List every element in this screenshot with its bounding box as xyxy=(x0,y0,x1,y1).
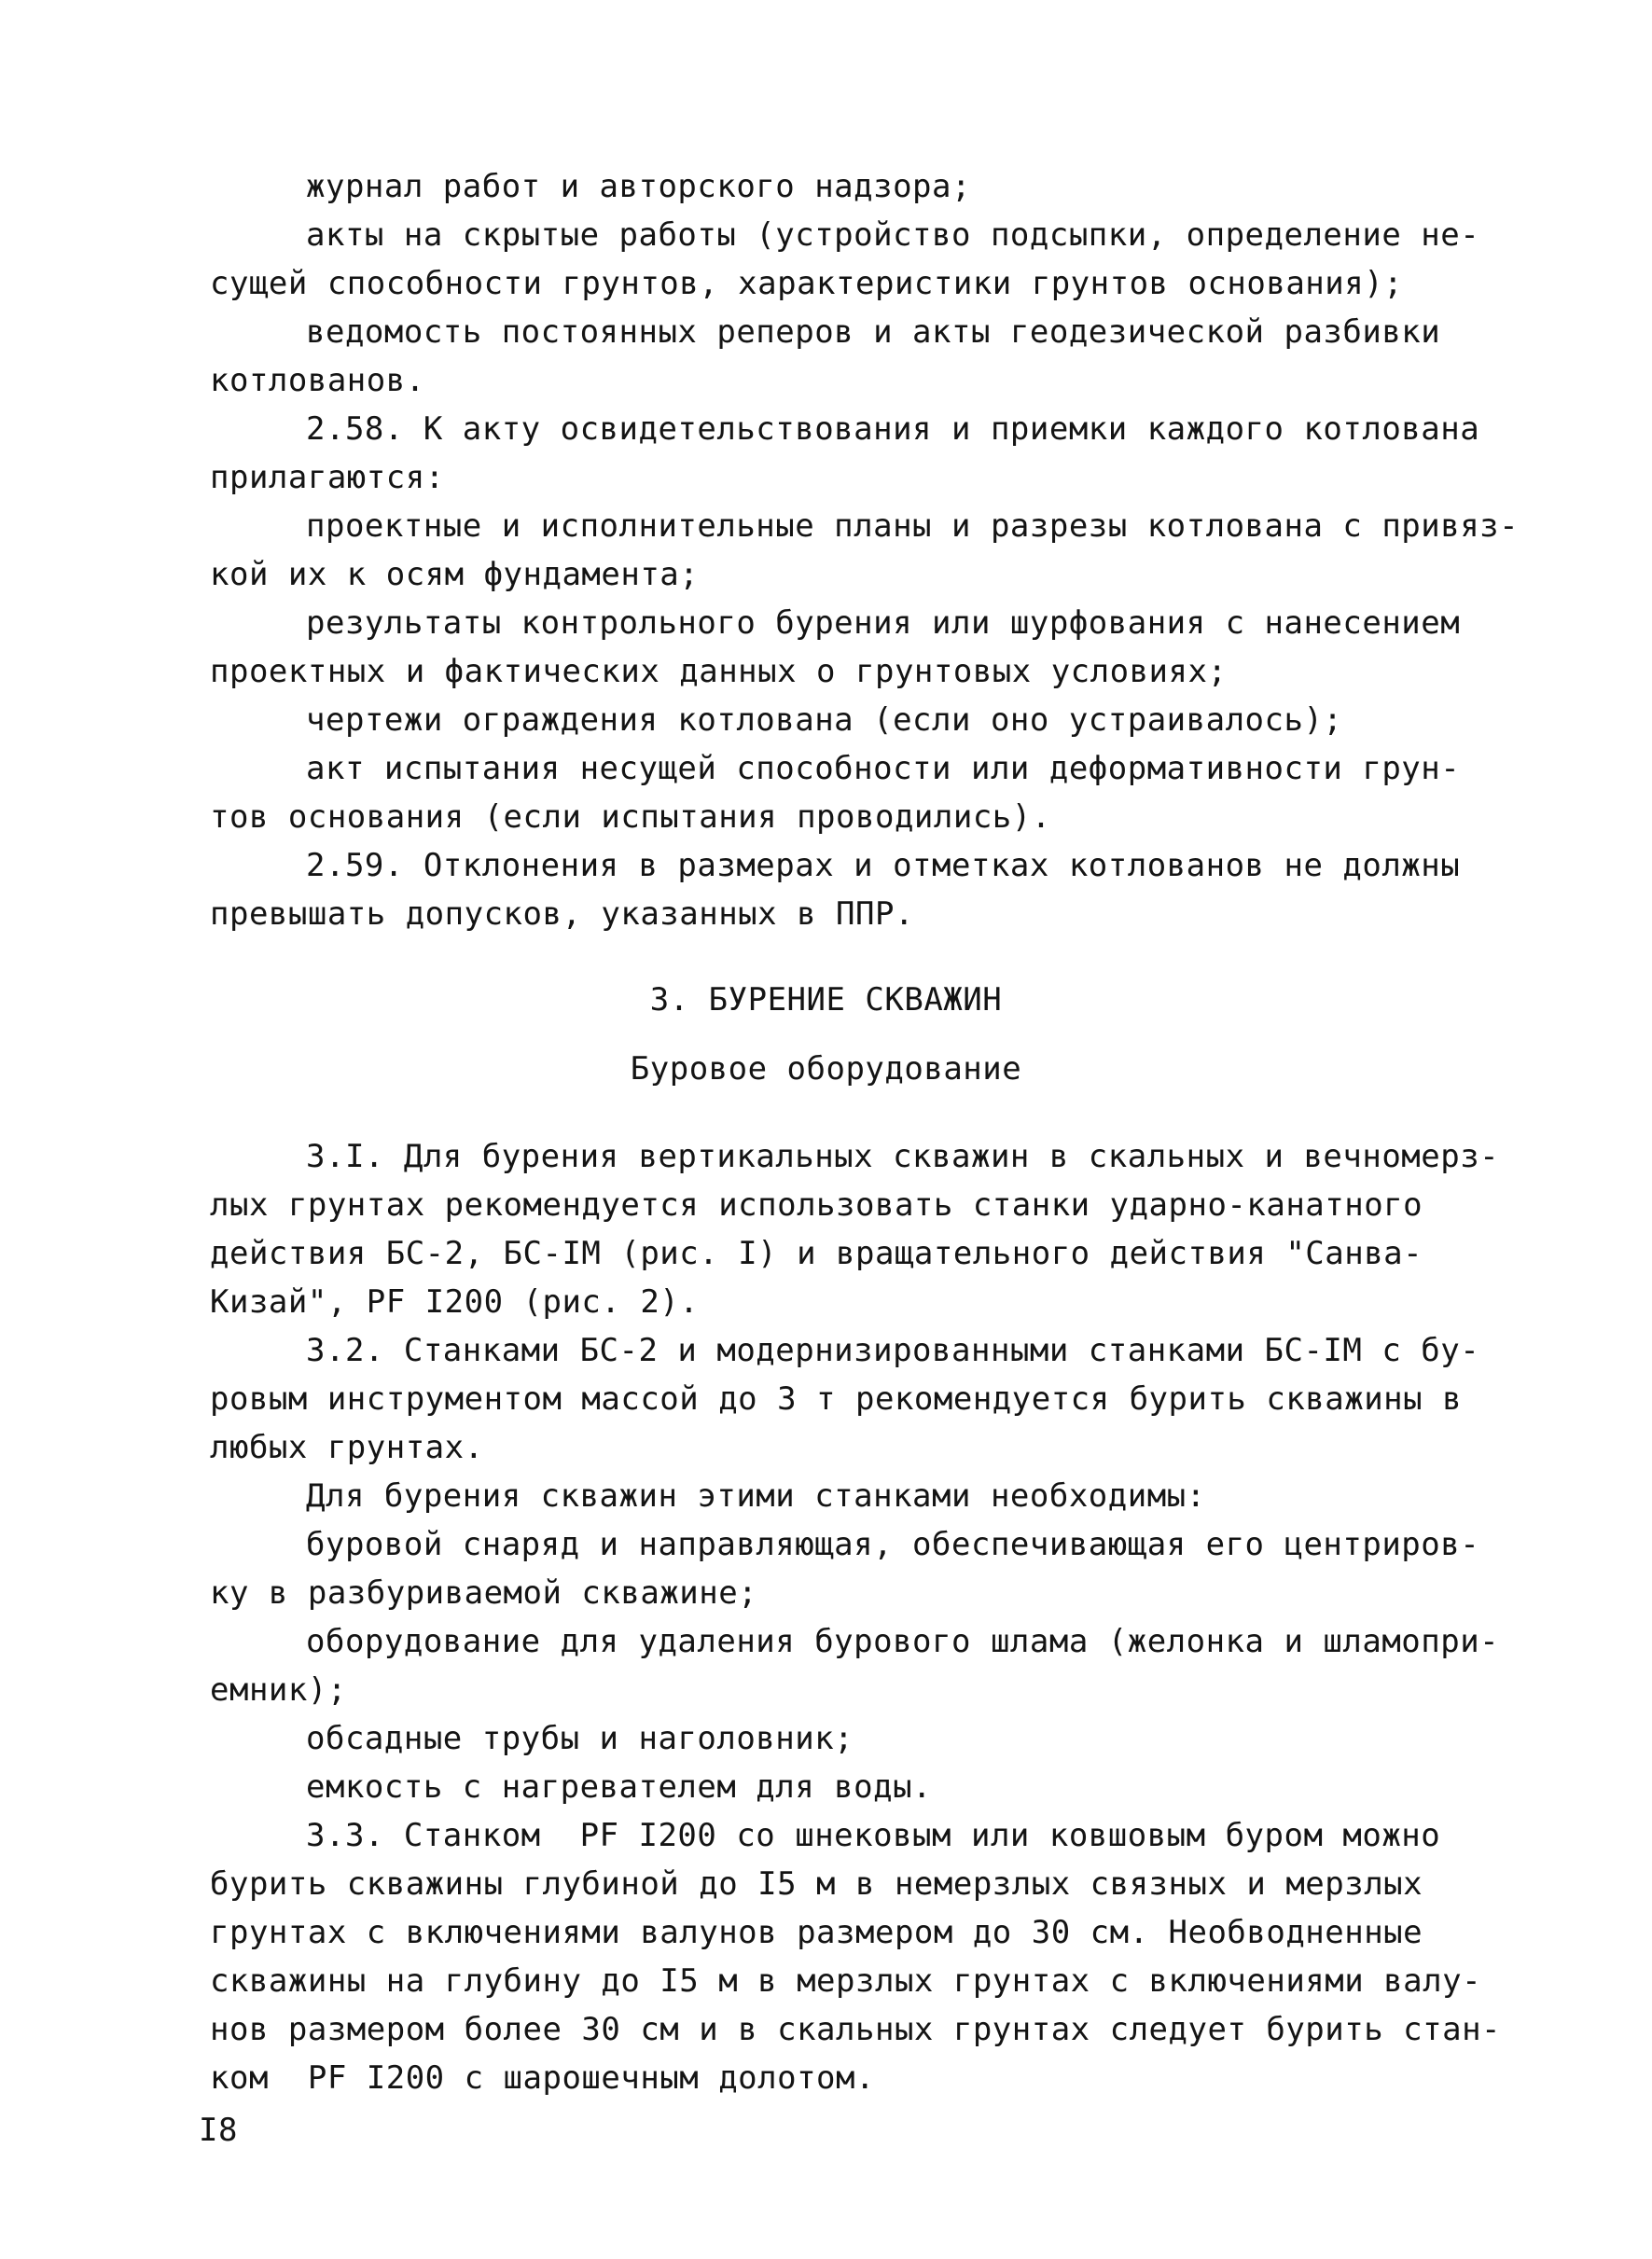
text-line: проектные и исполнительные планы и разрезы котлована с привяз- xyxy=(306,507,1520,545)
text-line: обсадные трубы и наголовник; xyxy=(306,1720,854,1757)
text-line: нов размером более 30 см и в скальных грунтах следует бурить стан- xyxy=(210,2011,1502,2048)
text-line: прилагаются: xyxy=(210,459,445,496)
text-line: тов основания (если испытания проводились). xyxy=(210,798,1051,836)
text-line: емкость с нагревателем для воды. xyxy=(306,1768,933,1806)
text-line: ку в разбуриваемой скважине; xyxy=(210,1574,758,1612)
text-line: буровой снаряд и направляющая, обеспечивающая его центриров- xyxy=(306,1526,1480,1563)
text-line: любых грунтах. xyxy=(210,1429,484,1466)
text-line: скважины на глубину до I5 м в мерзлых грунтах с включениями валу- xyxy=(210,1962,1482,2000)
text-line: 3.3. Станком PF I200 со шнековым или ковшовым буром можно xyxy=(306,1817,1441,1854)
text-line: Кизай", PF I200 (рис. 2). xyxy=(210,1283,700,1321)
text-line: проектных и фактических данных о грунтовых условиях; xyxy=(210,653,1228,690)
text-line: лых грунтах рекомендуется использовать станки ударно-канатного xyxy=(210,1186,1423,1224)
text-line: журнал работ и авторского надзора; xyxy=(306,168,971,205)
text-line: 3.I. Для бурения вертикальных скважин в скальных и вечномерз- xyxy=(306,1138,1500,1175)
text-line: грунтах с включениями валунов размером до 30 см. Необводненные xyxy=(210,1914,1423,1951)
text-line: сущей способности грунтов, характеристики грунтов основания); xyxy=(210,265,1404,302)
text-line: 3.2. Станками БС-2 и модернизированными станками БС-IМ с бу- xyxy=(306,1332,1480,1369)
text-line: 2.58. К акту освидетельствования и приемки каждого котлована xyxy=(306,410,1480,448)
text-line: ровым инструментом массой до 3 т рекомендуется бурить скважины в xyxy=(210,1380,1463,1418)
text-line: превышать допусков, указанных в ППР. xyxy=(210,895,914,933)
text-line: кой их к осям фундамента; xyxy=(210,556,700,593)
text-line: акт испытания несущей способности или деформативности грун- xyxy=(306,750,1461,787)
text-line: действия БС-2, БС-IМ (рис. I) и вращательного действия "Санва- xyxy=(210,1235,1423,1272)
text-line: бурить скважины глубиной до I5 м в немерзлых связных и мерзлых xyxy=(210,1865,1423,1903)
text-line: ведомость постоянных реперов и акты геодезической разбивки xyxy=(306,313,1441,351)
text-line: оборудование для удаления бурового шлама (желонка и шламопри- xyxy=(306,1623,1500,1660)
text-line: ком PF I200 с шарошечным долотом. xyxy=(210,2059,875,2097)
page-number: I8 xyxy=(199,2112,238,2149)
text-line: результаты контрольного бурения или шурфования с нанесением xyxy=(306,604,1461,642)
text-line: Для бурения скважин этими станками необходимы: xyxy=(306,1477,1206,1515)
subsection-title: Буровое оборудование xyxy=(630,1050,1022,1088)
text-line: емник); xyxy=(210,1671,347,1709)
text-line: акты на скрытые работы (устройство подсыпки, определение не- xyxy=(306,216,1480,254)
section-title: 3. БУРЕНИЕ СКВАЖИН xyxy=(649,981,1003,1019)
text-line: котлованов. xyxy=(210,362,425,399)
text-line: чертежи ограждения котлована (если оно устраивалось); xyxy=(306,701,1343,739)
text-line: 2.59. Отклонения в размерах и отметках котлованов не должны xyxy=(306,847,1461,884)
